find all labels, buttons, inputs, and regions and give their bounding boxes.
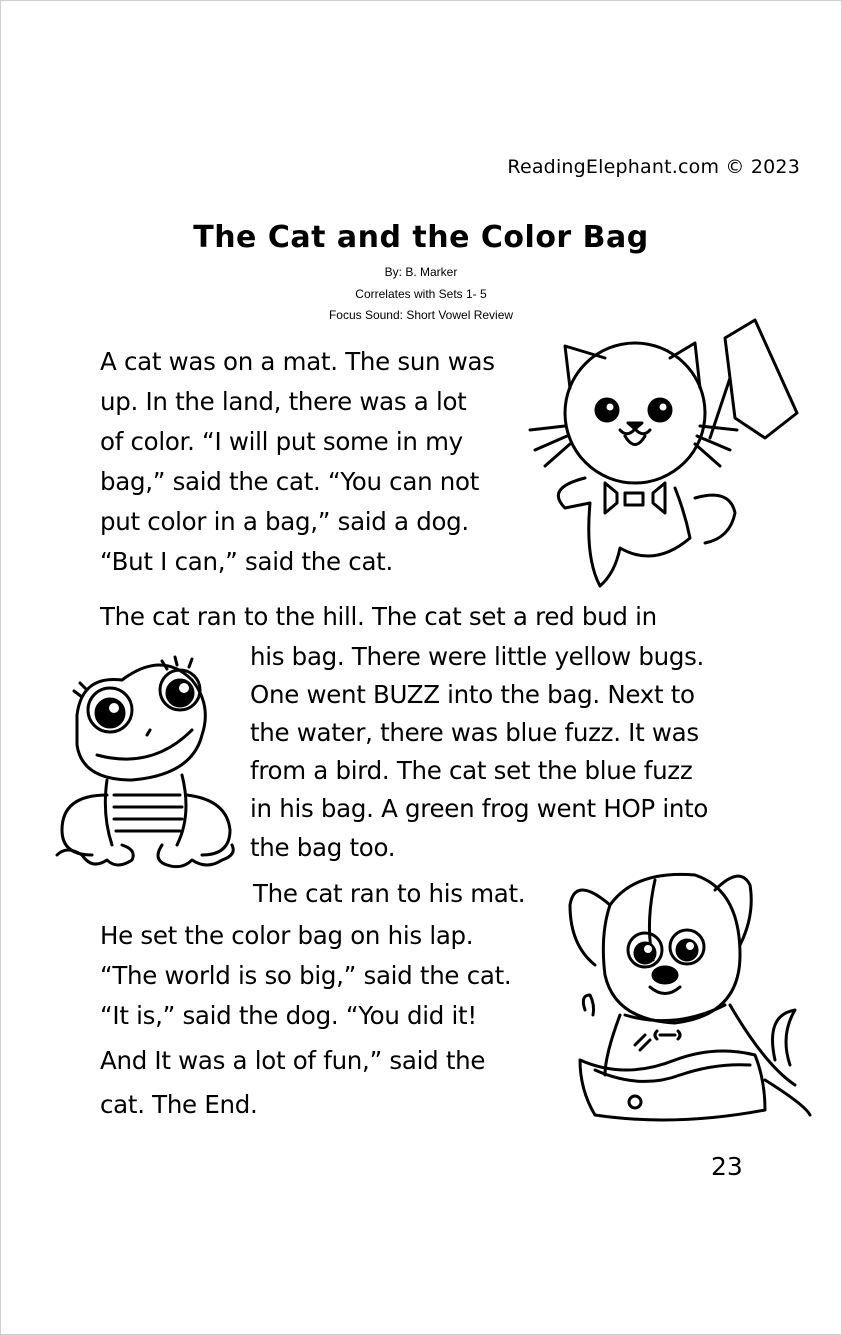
- text-line: One went BUZZ into the bag. Next to: [250, 680, 695, 709]
- page-number: 23: [711, 1152, 743, 1181]
- dog-illustration: [565, 865, 825, 1130]
- story-correlates: Correlates with Sets 1- 5: [355, 287, 487, 301]
- text-line: from a bird. The cat set the blue fuzz: [250, 756, 693, 785]
- text-line: bag,” said the cat. “You can not: [100, 467, 480, 496]
- text-line: the water, there was blue fuzz. It was: [250, 718, 699, 747]
- text-line: The cat ran to his mat.: [253, 879, 526, 908]
- text-line: And It was a lot of fun,” said the: [100, 1046, 486, 1075]
- text-line: He set the color bag on his lap.: [100, 921, 474, 950]
- text-line: “But I can,” said the cat.: [100, 547, 393, 576]
- text-line: The cat ran to the hill. The cat set a red bud in: [100, 602, 657, 631]
- story-title: The Cat and the Color Bag: [193, 220, 649, 255]
- text-line: up. In the land, there was a lot: [100, 387, 467, 416]
- text-line: A cat was on a mat. The sun was: [100, 347, 495, 376]
- text-line: of color. “I will put some in my: [100, 427, 463, 456]
- text-line: his bag. There were little yellow bugs.: [250, 642, 705, 671]
- copyright-notice: ReadingElephant.com © 2023: [507, 156, 800, 178]
- text-line: “It is,” said the dog. “You did it!: [100, 1001, 477, 1030]
- text-line: cat. The End.: [100, 1090, 258, 1119]
- text-line: “The world is so big,” said the cat.: [100, 961, 512, 990]
- text-line: in his bag. A green frog went HOP into: [250, 794, 709, 823]
- frog-illustration: [52, 655, 242, 875]
- story-author: By: B. Marker: [384, 265, 458, 279]
- text-line: put color in a bag,” said a dog.: [100, 507, 469, 536]
- cat-illustration: [525, 318, 805, 593]
- text-line: the bag too.: [250, 833, 396, 862]
- story-focus-sound: Focus Sound: Short Vowel Review: [328, 308, 514, 322]
